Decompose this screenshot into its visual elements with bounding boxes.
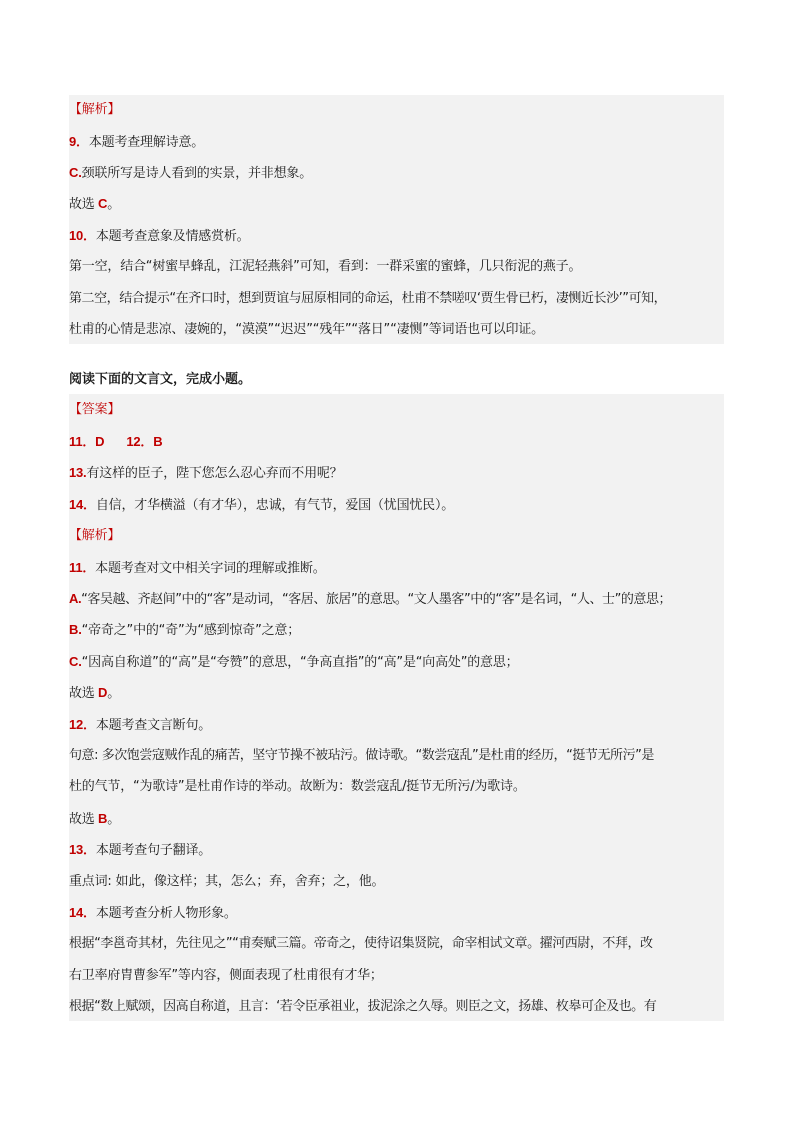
a11-option-b: B.“帝奇之”中的“奇”为“感到惊奇”之意；	[69, 622, 301, 638]
a12-line-1: 句意: 多次饱尝寇贼作乱的痛苦，坚守节操不被玷污。做诗歌。“数尝寇乱”是杜甫的经历，“挺节无所污”是	[69, 748, 654, 763]
q14-answer: 14．自信，才华横溢（有才华），忠诚，有气节，爱国（忧国忧民）。	[69, 497, 455, 513]
q10-line-2: 第二空，结合提示“在齐口时，想到贾谊与屈原相同的命运，杜甫不禁嗟叹‘贾生骨已朽，凄恻近长沙’”可知，	[69, 291, 667, 306]
analysis-heading-2: 【解析】	[69, 528, 121, 543]
a11-option-a: A.“客吴越、齐赵间”中的“客”是动词，“客居、旅居”的意思。“文人墨客”中的“客”是名词，“人、士”的意思；	[69, 591, 672, 607]
answer-block-2	[69, 394, 724, 1021]
a11-answer: 故选 D。	[69, 685, 121, 701]
a13-line-1: 重点词: 如此，像这样；其，怎么；弃，舍弃；之，他。	[69, 874, 385, 889]
q10-line-3: 杜甫的心情是悲凉、凄婉的，“漠漠”“迟迟”“残年”“落日”“凄恻”等词语也可以印证。	[69, 322, 544, 337]
a14-topic-line: 14．本题考查分析人物形象。	[69, 905, 237, 921]
a14-line-3: 根据“数上赋颂，因高自称道，且言：‘若令臣承祖业，拔泥涂之久辱。则臣之文，扬雄、枚皋可企及也。有	[69, 999, 657, 1014]
a11-topic-line: 11．本题考查对文中相关字词的理解或推断。	[69, 560, 326, 576]
a14-line-2: 右卫率府胄曹参军”等内容，侧面表现了杜甫很有才华；	[69, 968, 383, 983]
q10-topic-line: 10．本题考查意象及情感赏析。	[69, 228, 250, 244]
answer-heading: 【答案】	[69, 402, 121, 417]
q11-q12-answers: 11．D 12．B	[69, 434, 163, 449]
a13-topic-line: 13．本题考查句子翻译。	[69, 842, 212, 858]
a12-answer: 故选 B。	[69, 811, 121, 827]
a12-line-2: 杜的气节，“为歌诗”是杜甫作诗的举动。故断为：数尝寇乱/挺节无所污/为歌诗。	[69, 779, 526, 794]
analysis-heading: 【解析】	[69, 102, 121, 117]
q10-line-1: 第一空，结合“树蜜早蜂乱，江泥轻燕斜”可知，看到：一群采蜜的蜜蜂，几只衔泥的燕子。	[69, 259, 582, 274]
q9-answer: 故选 C。	[69, 196, 121, 212]
q13-answer: 13.有这样的臣子，陛下您怎么忍心弃而不用呢？	[69, 465, 343, 481]
a11-option-c: C.“因高自称道”的“高”是“夸赞”的意思，“争高直指”的“高”是“向高处”的意思；	[69, 654, 519, 670]
q9-topic-line: 9．本题考查理解诗意。	[69, 134, 205, 150]
a12-topic-line: 12．本题考查文言断句。	[69, 717, 212, 733]
a14-line-1: 根据“李邕奇其材，先往见之”“甫奏赋三篇。帝奇之，使待诏集贤院，命宰相试文章。擢河西尉，不拜，改	[69, 936, 653, 951]
reading-intro: 阅读下面的文言文，完成小题。	[69, 372, 252, 387]
q9-option-c: C.颈联所写是诗人看到的实景，并非想象。	[69, 165, 313, 181]
